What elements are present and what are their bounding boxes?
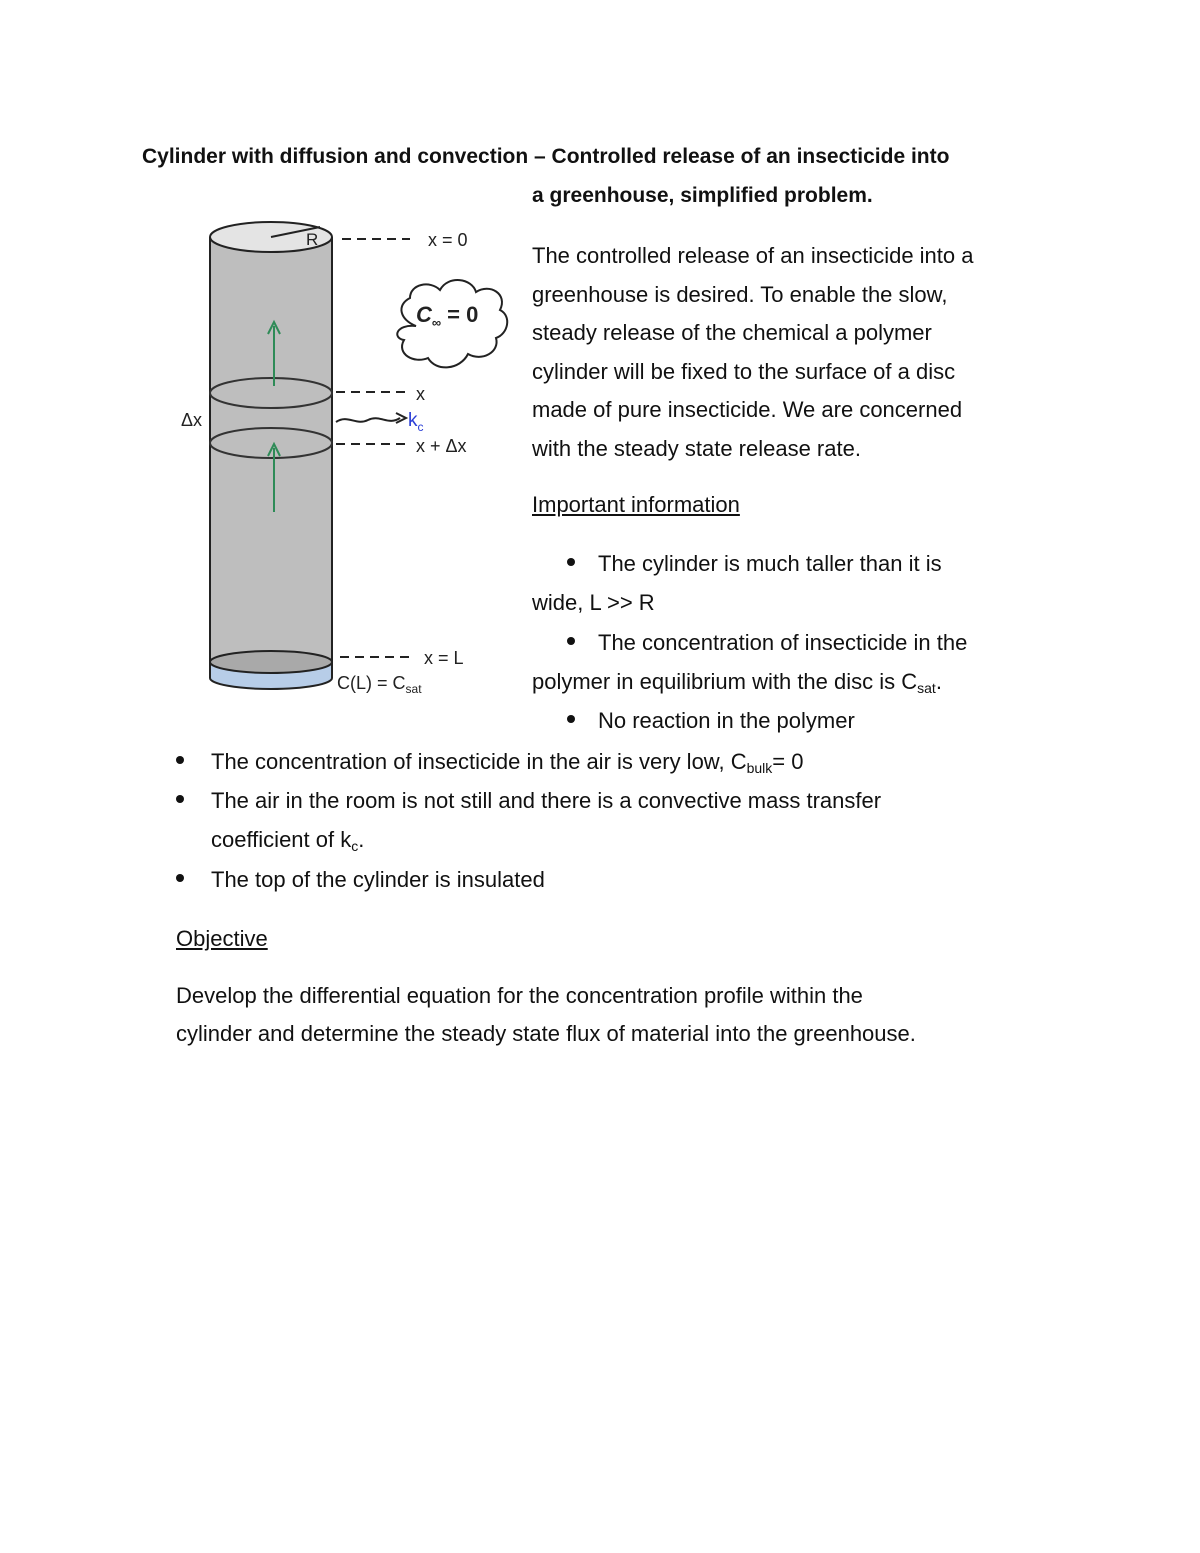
bullet-dot (176, 874, 184, 882)
bullet-item: No reaction in the polymer (567, 708, 855, 734)
objective-line: Develop the differential equation for the concentration profile within the (176, 983, 863, 1008)
cylinder-bottom-ellipse (210, 651, 332, 673)
label-xl: x = L (424, 648, 464, 668)
bullet-item: The concentration of insecticide in the (567, 630, 967, 656)
document-title-line-2: a greenhouse, simplified problem. (532, 184, 873, 207)
convection-wavy-arrow (336, 418, 400, 422)
label-kc: $k_c$ (408, 410, 424, 434)
label-cl: $C(L) = C_{sat}$ (337, 673, 422, 696)
label-dx: Δx (181, 410, 203, 430)
bullet-dot (176, 756, 184, 764)
convection-arrow-head (396, 413, 406, 423)
objective-heading: Objective (176, 926, 268, 951)
bullet-item: The cylinder is much taller than it is (567, 551, 942, 577)
intro-line: The controlled release of an insecticide into a (532, 243, 974, 268)
label-r: R (306, 230, 319, 249)
bullet-dot (567, 715, 575, 723)
document-title-line-1: Cylinder with diffusion and convection – Controlled release of an insecticide into (142, 145, 950, 168)
intro-paragraph (532, 237, 1072, 469)
intro-line: made of pure insecticide. We are concerned (532, 397, 963, 423)
bullet-dot (176, 795, 184, 803)
objective-line: cylinder and determine the steady state flux of material into the greenhouse. (176, 1021, 916, 1046)
intro-line: cylinder will be fixed to the surface of a disc (532, 358, 956, 384)
label-x-dx: x + Δx (416, 436, 467, 456)
bullet-dot (567, 558, 575, 566)
intro-line: greenhouse is desired. To enable the slow, (532, 281, 948, 307)
intro-line: steady release of the chemical a polymer (532, 320, 932, 346)
label-c-infinity: $C_\infty = 0$ (416, 302, 479, 330)
bullet-item: The concentration of insecticide in the air is very low, $C_{bulk}= 0$ (176, 749, 803, 775)
intro-line: with the steady state release rate. (532, 435, 861, 461)
bullet-continuation: wide, L >> R (532, 590, 655, 615)
bullet-item: The air in the room is not still and there is a convective mass transfer (176, 788, 881, 814)
bullet-continuation: coefficient of $k_c$. (211, 827, 365, 854)
cylinder-diagram (170, 210, 510, 710)
label-x0: x = 0 (428, 230, 468, 250)
important-information-heading: Important information (532, 492, 740, 517)
bullet-item: The top of the cylinder is insulated (176, 867, 545, 893)
label-x: x (416, 384, 425, 404)
bullet-dot (567, 637, 575, 645)
bullet-continuation: polymer in equilibrium with the disc is $C_{sat}$. (532, 669, 942, 696)
